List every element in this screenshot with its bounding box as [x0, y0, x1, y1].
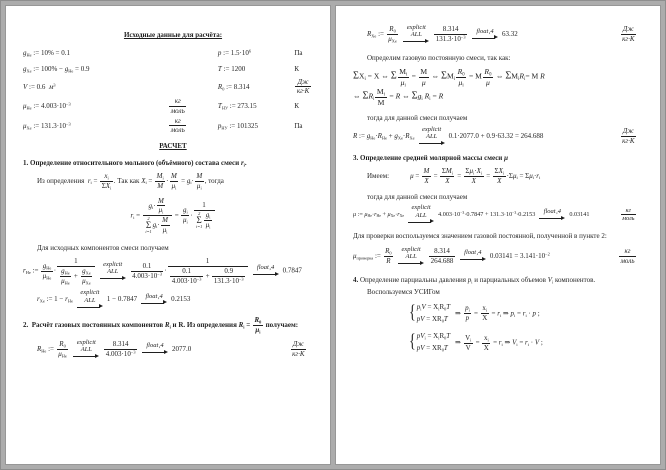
formula-mu-unit: кг моль	[622, 206, 635, 223]
formula-RHe: $R_{He}$ := $R_0$ $\mu_{He}$ explicit ALL $\frac{8.314}{4.003\cdot 10^{-3}}$ float ,4 2077.0	[37, 338, 192, 358]
formula-RXe-unit: Дж кг·К	[622, 25, 635, 43]
formula-RHe-row	[23, 339, 323, 360]
formula-system-pressure: { $p_iV = X_iR_0T$ pV = $XR_0T$ ⇒ $\frac{p_i}{p}$ = $\frac{x_i}{X}$ = $r_i$ ⇒ $p_i = r_i \cdot p$ ;	[409, 302, 540, 324]
formula-system-volume: { $pV_i = X_iR_0T$ pV = $XR_0T$ ⇒ $\frac{V_i}{V}$ = $\frac{x_i}{X}$ = $r_i$ ⇒ $V_i = r_i \cdot V$ ;	[409, 332, 543, 353]
text-components: Для исходных компонентов смеси получаем	[37, 243, 169, 252]
given-p: p := $1.5\cdot 10^6$	[217, 48, 252, 57]
section-4-title: 4. Определение парциальны давления $p_i$ и парциальных объемов $V_i$ компонентов.	[353, 275, 596, 284]
given-data-title: Исходные данные для расчёта:	[123, 31, 223, 39]
given-T: T := 1200	[217, 64, 246, 73]
given-row	[23, 62, 323, 77]
given-R0-unit: Дж кг·К	[296, 77, 310, 96]
given-R0: $R_0$ := 8.314	[217, 82, 250, 91]
given-muHe: $\mu_{He}$ := $4.003\cdot 10^{-3}$	[23, 101, 71, 111]
formula-mu-check: $\mu_{проверка}$ := $\frac{R_0}{R}$ explicit ALL $\frac{8.314}{264.688}$ float ,4 $0.03141 = 3.141\cdot 10^{-2}$	[353, 245, 550, 265]
formula-mu: μ := $\mu_{He}\cdot r_{He} + \mu_{Xe}\cdot r_{Xe}$ explicit ALL $4.003\cdot 10^{-3}\cdot 0.7847 + 131.3\cdot 10^{-3}\cdot 0.2153$ float ,4 0.03141	[353, 204, 589, 225]
text-check: Для проверки воспользуемся значением газовой постоянной, полученной в пункте 2:	[353, 232, 607, 241]
section-1-intro: Из определения $r_i$ = $x_i$ $\Sigma X_i$ . Так как $X_i$ = $\frac{M_i}{M}$ · $\frac{M}{\mu_i}$ = $g_i\cdot$ $\frac{M}{\mu_i}$ , тогда	[37, 172, 224, 191]
given-muXe: $\mu_{Xe}$ := $131.3\cdot 10^{-3}$	[23, 121, 71, 130]
formula-ri: $r_i$ = $g_i\cdot$ $\frac{M}{\mu_i}$ 2 Σ i=1 $g_i\cdot$ $\frac{M}{\mu_i}$ = $\frac{g_i}{\mu_i}$ · 1 2 Σ i=1 $\frac{g_i}{\mu_i}$	[23, 197, 323, 235]
given-row	[23, 46, 323, 61]
formula-mu-row	[353, 204, 653, 225]
given-T-unit: К	[294, 64, 300, 73]
page-1[interactable]	[5, 5, 331, 465]
given-row	[23, 117, 323, 136]
formula-mu-check-row	[353, 246, 653, 267]
given-TNU: $T_{НУ}$ := 273.15	[217, 102, 257, 111]
formula-mu-definition: Имеем: μ = $\frac{M}{X}$ = $\Sigma M_i$ X = $\Sigma\mu_i\cdot X_i$ X = $\Sigma X_i$ X $\cdot\Sigma\mu_i = \Sigma\mu_i\cdot r_i$	[367, 167, 541, 186]
given-pNU: $p_{НУ}$ := 101325	[217, 121, 259, 130]
formula-R-row	[353, 126, 653, 147]
formula-mu-check-unit: кг моль	[620, 246, 635, 265]
given-TNU-unit: К	[294, 102, 300, 110]
formula-sum-chain: $\Sigma X_i = X$ ⇔ Σ $\frac{M_i}{\mu_i}$ = $\frac{M}{\mu}$ ⇔ $\Sigma M_i$ $\frac{R_0}{\mu_i}$ = M $\frac{R_0}{\mu}$ ⇔ $\Sigma M_iR_i= M$ R ⇔ $\Sigma R_i$ $\frac{M_i}{M}$ = R ⇔ $\Sigma g_i$ $R_i = R$	[353, 67, 545, 107]
given-row	[23, 78, 323, 97]
given-muHe-unit: кг моль	[170, 97, 185, 115]
page-2[interactable]	[335, 5, 661, 465]
text-define-gas-constant: Определим газовую постоянную смеси, так как:	[367, 53, 511, 62]
formula-R: R := $g_{He}\cdot R_{He} + g_{Xe}\cdot R_{Xe}$ explicit ALL 0.1·2077.0 + 0.9·63.32 = 264.688	[353, 126, 543, 147]
given-gHe: $g_{He}$ := 10% = 0.1	[23, 48, 70, 58]
section-2-title: 2. Расчёт газовых постоянных компонентов $R_i$ и R. Из определения $R_i$ = $\frac{R_0}{\mu_i}$ получаем:	[23, 316, 299, 335]
formula-RXe: $R_{Xe}$ := $R_0$ $\mu_{Xe}$ explicit ALL $\frac{8.314}{131.3\cdot 10^{-3}}$ float ,4 63.32	[367, 24, 518, 44]
section-3-title: 3. Определение средней молярной массы смеси μ	[353, 153, 508, 162]
given-V: V := 0.6 $м^3$	[23, 82, 56, 91]
text-usig: Воспользуемся УСИГом	[367, 288, 440, 297]
text-then-mixture-2: тогда для данной смеси получаем	[367, 192, 468, 201]
section-1-title: 1. Определение относительного мольного (объёмного) состава смеси $r_i$.	[23, 158, 247, 167]
formula-R-unit: Дж кг·К	[622, 127, 635, 145]
given-gXe: $g_{Xe}$ := $100\% - g_{He} = 0.9$	[23, 64, 90, 74]
formula-rHe: $r_{He}$ := $g_{He}$ $\mu_{He}$ · 1 $g_{He}$ $\mu_{He}$ + $g_{Xe}$ $\mu_{Xe}$ explicit ALL $\frac{0.1}{4.003\cdot 10^{-3}}$ · 1 $\frac{0.1}{4.003\cdot 10^{-3}}$ + $\frac{0.9}{131.3\cdot 10^{-3}}$ float ,4 0.7847	[23, 257, 302, 285]
given-row	[23, 97, 323, 116]
given-p-unit: Па	[294, 48, 303, 57]
text-then-mixture-1: тогда для данной смеси получаем	[367, 114, 468, 123]
formula-rXe: $r_{Xe}$ := $1 - r_{He}$ explicit ALL 1 − 0.7847 float ,4 0.2153	[37, 289, 323, 310]
given-pNU-unit: Па	[294, 121, 303, 130]
calc-title: РАСЧЕТ	[159, 142, 187, 150]
given-data-table	[23, 46, 323, 136]
formula-RXe-row	[353, 24, 653, 45]
formula-RHe-unit: Дж кг·К	[292, 339, 305, 358]
given-muXe-unit: кг моль	[170, 116, 185, 135]
